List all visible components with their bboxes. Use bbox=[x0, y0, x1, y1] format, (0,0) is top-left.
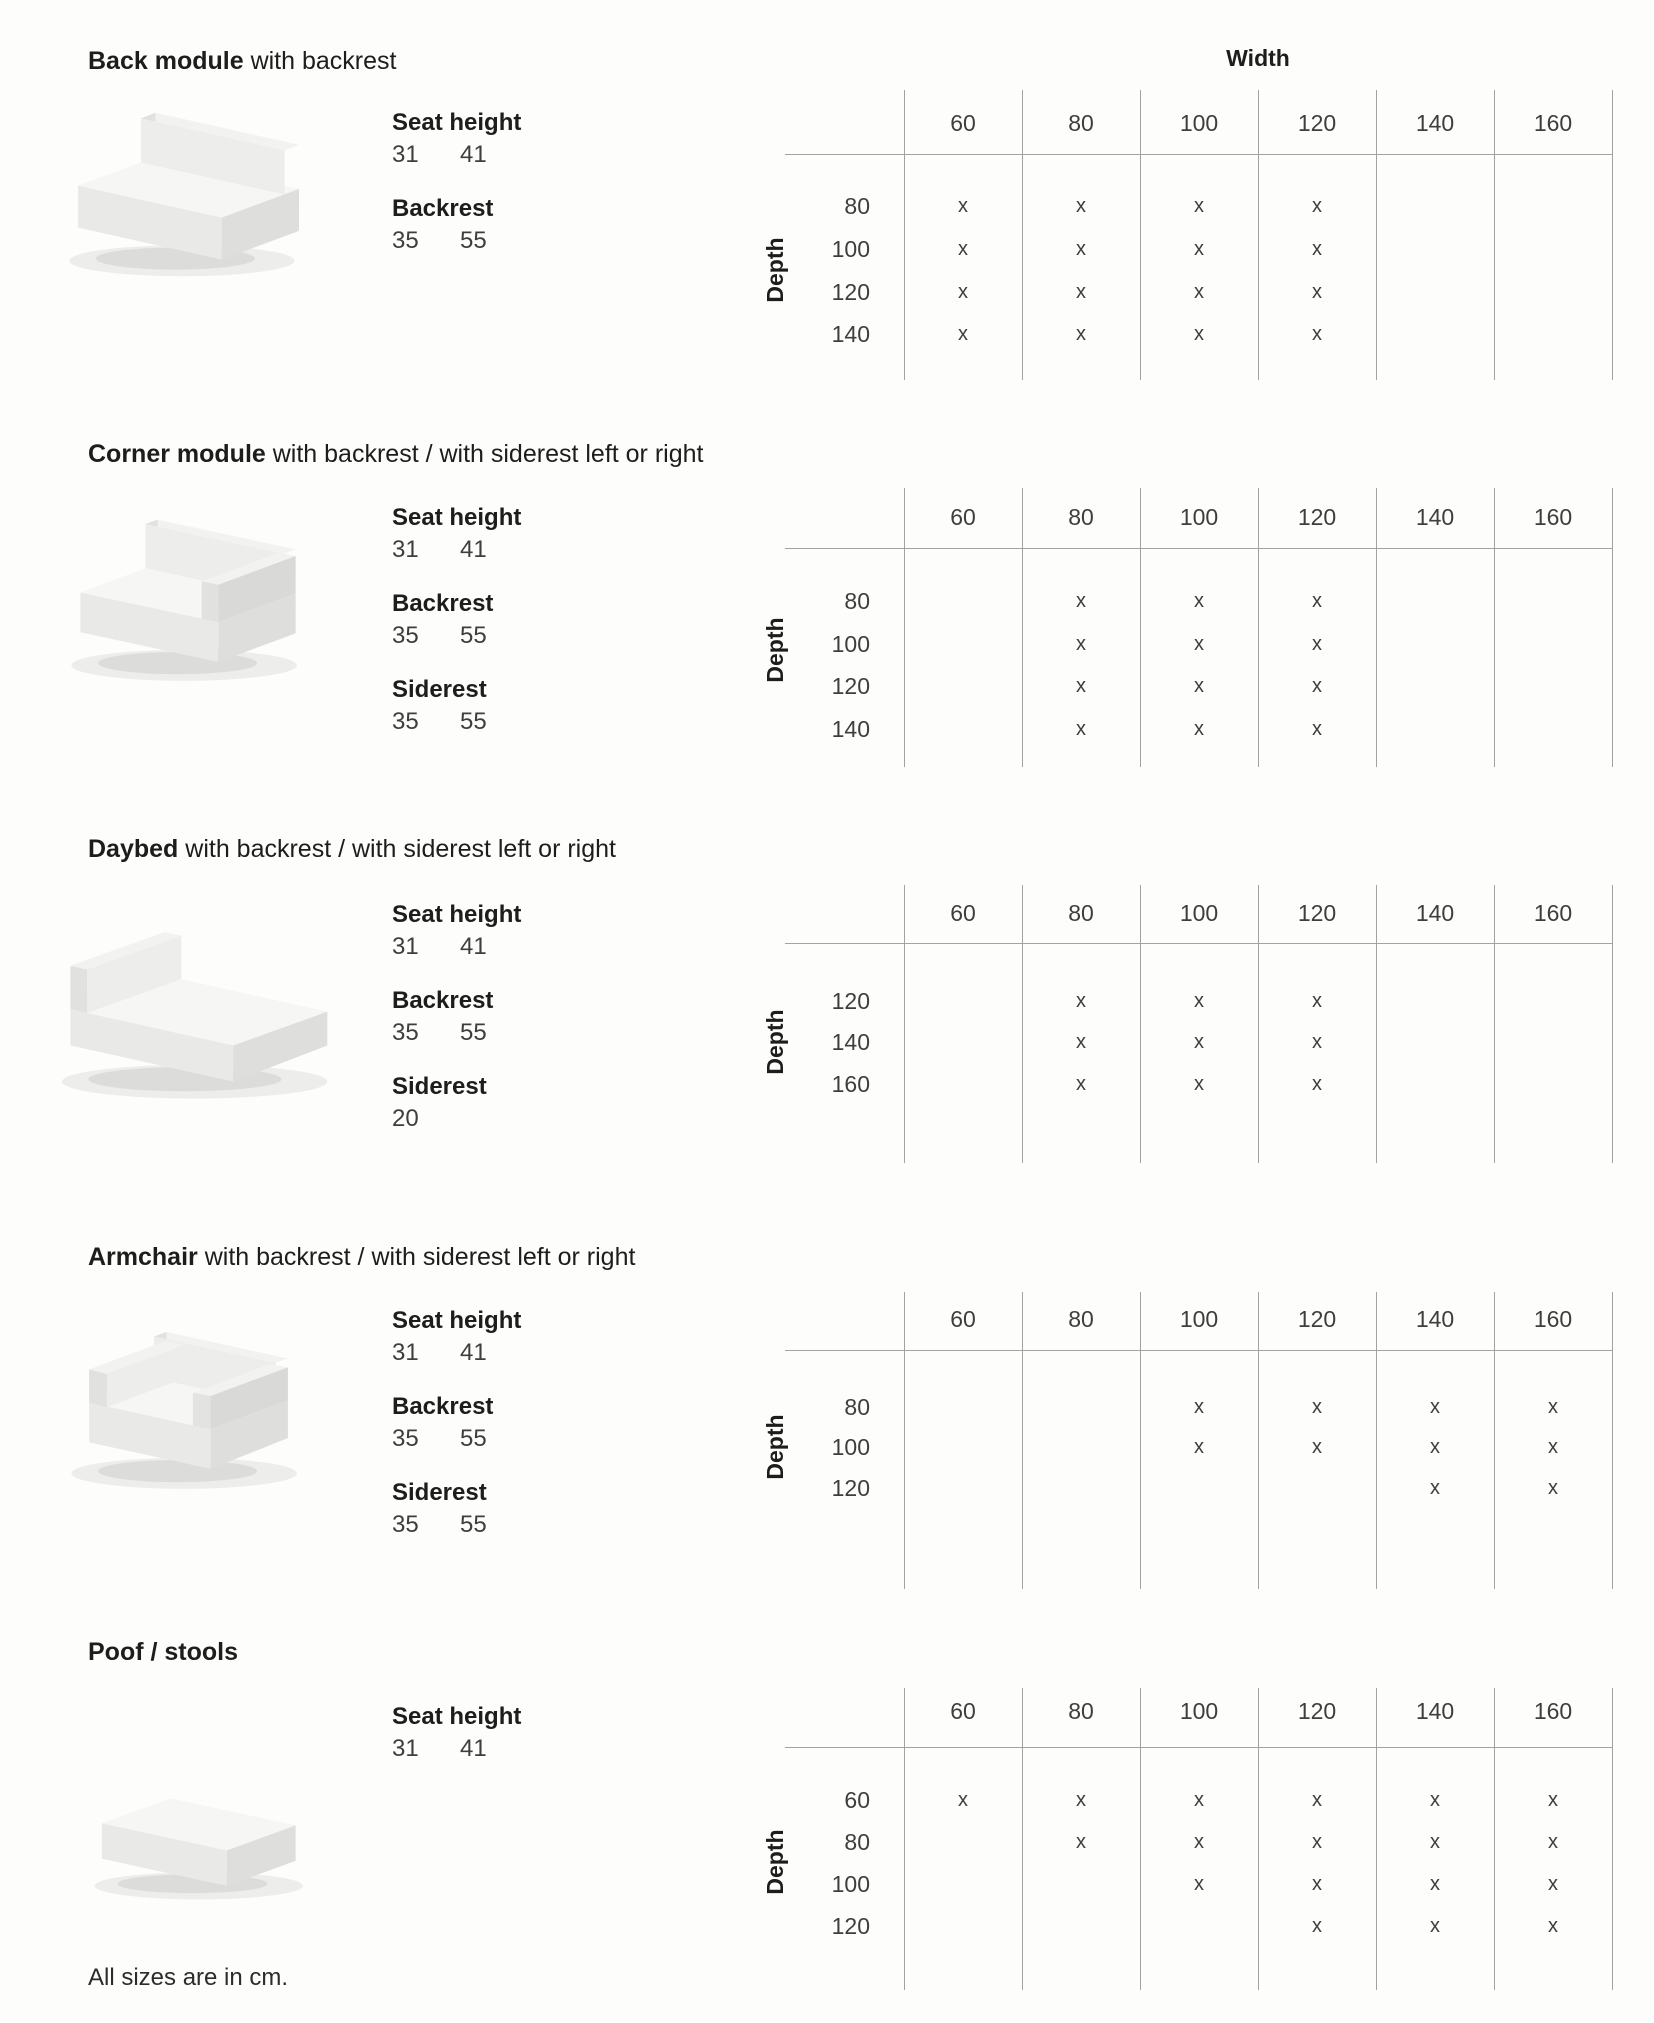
table-row bbox=[904, 1869, 1612, 1899]
table-cell: x bbox=[1194, 1789, 1204, 1811]
table-cell: x bbox=[1194, 1436, 1204, 1458]
column-header: 140 bbox=[1415, 900, 1455, 926]
width-column-headers bbox=[904, 1304, 1612, 1334]
table-row bbox=[904, 629, 1612, 659]
section-title bbox=[88, 45, 396, 77]
width-header: Width bbox=[1226, 45, 1290, 71]
table-cell bbox=[1376, 629, 1494, 659]
table-cell: x bbox=[1312, 718, 1322, 740]
table-cell: x bbox=[1312, 1789, 1322, 1811]
table-cell: x bbox=[1076, 1031, 1086, 1053]
table-cell bbox=[1022, 1911, 1140, 1941]
table-cell: x bbox=[1194, 1073, 1204, 1095]
table-cell: x bbox=[1194, 718, 1204, 740]
spec-value: 41 bbox=[460, 141, 487, 168]
table-row bbox=[904, 234, 1612, 264]
column-header: 60 bbox=[950, 1306, 976, 1332]
table-cell: x bbox=[1548, 1436, 1558, 1458]
table-cell: x bbox=[1312, 1031, 1322, 1053]
column-header: 80 bbox=[1068, 900, 1094, 926]
depth-header: Depth bbox=[762, 617, 788, 683]
spec-value: 31 bbox=[392, 933, 419, 960]
table-cell bbox=[1376, 714, 1494, 744]
depth-row-label: 80 bbox=[844, 1394, 870, 1420]
spec-label: Siderest bbox=[392, 1073, 487, 1100]
column-header: 160 bbox=[1533, 1698, 1573, 1724]
grid-line-vertical bbox=[1612, 1688, 1613, 1990]
table-cell: x bbox=[1430, 1915, 1440, 1937]
table-cell bbox=[1494, 1069, 1612, 1099]
table-cell: x bbox=[1548, 1477, 1558, 1499]
table-cell: x bbox=[1194, 281, 1204, 303]
column-header: 100 bbox=[1179, 504, 1219, 530]
table-cell bbox=[1376, 1069, 1494, 1099]
grid-line-horizontal bbox=[785, 943, 1613, 944]
table-cell: x bbox=[1194, 1831, 1204, 1853]
table-row bbox=[904, 1069, 1612, 1099]
column-header: 60 bbox=[950, 110, 976, 136]
section-title-qualifier: with backrest / with siderest left or right bbox=[204, 1243, 636, 1271]
spec-values bbox=[392, 225, 722, 257]
spec-values bbox=[392, 931, 722, 963]
table-cell: x bbox=[1312, 1396, 1322, 1418]
spec-value: 41 bbox=[460, 1339, 487, 1366]
table-cell: x bbox=[1076, 990, 1086, 1012]
spec-value: 41 bbox=[460, 933, 487, 960]
table-cell bbox=[1376, 234, 1494, 264]
table-row bbox=[904, 1827, 1612, 1857]
column-header: 60 bbox=[950, 1698, 976, 1724]
column-header: 160 bbox=[1533, 1306, 1573, 1332]
table-cell: x bbox=[1194, 323, 1204, 345]
section-armchair bbox=[0, 1238, 1654, 1638]
width-column-headers bbox=[904, 108, 1612, 138]
table-row bbox=[904, 714, 1612, 744]
table-cell bbox=[1376, 1027, 1494, 1057]
spec-values bbox=[392, 620, 722, 652]
spec-values bbox=[392, 1017, 722, 1049]
spec-group bbox=[392, 985, 722, 1049]
table-cell bbox=[1376, 319, 1494, 349]
spec-values bbox=[392, 139, 722, 171]
table-cell: x bbox=[1194, 675, 1204, 697]
grid-line-vertical bbox=[1612, 885, 1613, 1163]
table-cell bbox=[1494, 671, 1612, 701]
column-header: 120 bbox=[1297, 900, 1337, 926]
spec-value: 55 bbox=[460, 1425, 487, 1452]
depth-row-label: 120 bbox=[831, 1475, 870, 1501]
depth-header: Depth bbox=[762, 1009, 788, 1075]
section-title bbox=[88, 1241, 635, 1273]
column-header: 140 bbox=[1415, 110, 1455, 136]
table-cell: x bbox=[1076, 590, 1086, 612]
column-header: 160 bbox=[1533, 110, 1573, 136]
depth-header: Depth bbox=[762, 1414, 788, 1480]
grid-line-horizontal bbox=[785, 548, 1613, 549]
depth-row-label: 120 bbox=[831, 673, 870, 699]
spec-value: 31 bbox=[392, 1735, 419, 1762]
spec-value: 55 bbox=[460, 1019, 487, 1046]
table-cell bbox=[904, 586, 1022, 616]
spec-value: 35 bbox=[392, 1019, 419, 1046]
spec-values bbox=[392, 1733, 722, 1765]
table-cell: x bbox=[1076, 1831, 1086, 1853]
spec-group bbox=[392, 193, 722, 257]
table-cell: x bbox=[1548, 1831, 1558, 1853]
table-cell bbox=[1494, 319, 1612, 349]
spec-block bbox=[392, 1305, 722, 1563]
section-title-text: Corner module bbox=[88, 440, 266, 468]
table-cell: x bbox=[1312, 1436, 1322, 1458]
section-title bbox=[88, 833, 616, 865]
spec-group bbox=[392, 1071, 722, 1135]
section-title-text: Back module bbox=[88, 47, 244, 75]
table-cell: x bbox=[958, 323, 968, 345]
table-cell: x bbox=[1194, 1873, 1204, 1895]
table-cell: x bbox=[1312, 281, 1322, 303]
spec-value: 20 bbox=[392, 1105, 419, 1132]
column-header: 80 bbox=[1068, 504, 1094, 530]
table-row bbox=[904, 1432, 1612, 1462]
table-cell: x bbox=[1312, 323, 1322, 345]
spec-group bbox=[392, 1305, 722, 1369]
spec-value: 35 bbox=[392, 1511, 419, 1538]
table-cell bbox=[904, 986, 1022, 1016]
column-header: 160 bbox=[1533, 504, 1573, 530]
spec-block bbox=[392, 502, 722, 760]
depth-row-label: 100 bbox=[831, 236, 870, 262]
table-cell bbox=[1494, 586, 1612, 616]
depth-row-label: 160 bbox=[831, 1071, 870, 1097]
table-cell bbox=[904, 1432, 1022, 1462]
section-title-text: Daybed bbox=[88, 835, 179, 863]
spec-label: Seat height bbox=[392, 504, 522, 531]
table-cell: x bbox=[1312, 238, 1322, 260]
table-cell: x bbox=[1312, 195, 1322, 217]
table-cell: x bbox=[1076, 195, 1086, 217]
section-title bbox=[88, 438, 703, 470]
spec-values bbox=[392, 1509, 722, 1541]
spec-values bbox=[392, 706, 722, 738]
table-cell: x bbox=[1430, 1436, 1440, 1458]
column-header: 80 bbox=[1068, 1698, 1094, 1724]
table-cell: x bbox=[1430, 1873, 1440, 1895]
spec-label: Seat height bbox=[392, 1307, 522, 1334]
table-cell: x bbox=[1312, 1873, 1322, 1895]
table-cell: x bbox=[1312, 675, 1322, 697]
table-cell bbox=[904, 1473, 1022, 1503]
spec-value: 31 bbox=[392, 1339, 419, 1366]
section-title-qualifier: with backrest / with siderest left or right bbox=[185, 835, 616, 863]
table-cell: x bbox=[1194, 1396, 1204, 1418]
spec-value: 35 bbox=[392, 227, 419, 254]
grid-line-horizontal bbox=[785, 1747, 1613, 1748]
armchair-image bbox=[45, 1323, 310, 1500]
table-cell: x bbox=[958, 238, 968, 260]
table-cell bbox=[1494, 234, 1612, 264]
depth-row-label: 80 bbox=[844, 193, 870, 219]
table-cell: x bbox=[958, 281, 968, 303]
table-cell: x bbox=[1430, 1396, 1440, 1418]
table-row bbox=[904, 986, 1612, 1016]
column-header: 80 bbox=[1068, 110, 1094, 136]
table-cell bbox=[904, 1392, 1022, 1422]
spec-value: 55 bbox=[460, 708, 487, 735]
width-column-headers bbox=[904, 1696, 1612, 1726]
grid-line-horizontal bbox=[785, 154, 1613, 155]
column-header: 100 bbox=[1179, 900, 1219, 926]
column-header: 140 bbox=[1415, 504, 1455, 530]
back-module-image bbox=[45, 106, 310, 283]
table-cell: x bbox=[1312, 1073, 1322, 1095]
depth-row-label: 140 bbox=[831, 321, 870, 347]
column-header: 100 bbox=[1179, 110, 1219, 136]
spec-value: 55 bbox=[460, 1511, 487, 1538]
spec-value: 35 bbox=[392, 1425, 419, 1452]
table-cell: x bbox=[1312, 1831, 1322, 1853]
spec-block bbox=[392, 1701, 722, 1787]
column-header: 60 bbox=[950, 900, 976, 926]
table-cell bbox=[1494, 1027, 1612, 1057]
depth-row-label: 80 bbox=[844, 588, 870, 614]
table-cell bbox=[1022, 1432, 1140, 1462]
table-cell: x bbox=[1312, 633, 1322, 655]
table-cell bbox=[1022, 1473, 1140, 1503]
table-cell bbox=[1494, 277, 1612, 307]
table-row bbox=[904, 1027, 1612, 1057]
spec-label: Backrest bbox=[392, 590, 494, 617]
spec-label: Seat height bbox=[392, 1703, 522, 1730]
table-cell bbox=[1376, 671, 1494, 701]
grid-line-vertical bbox=[1612, 1292, 1613, 1589]
column-header: 120 bbox=[1297, 504, 1337, 530]
table-cell: x bbox=[1312, 990, 1322, 1012]
spec-label: Siderest bbox=[392, 676, 487, 703]
depth-row-label: 120 bbox=[831, 988, 870, 1014]
table-cell: x bbox=[1430, 1789, 1440, 1811]
spec-value: 31 bbox=[392, 536, 419, 563]
table-cell: x bbox=[1548, 1915, 1558, 1937]
width-column-headers bbox=[904, 502, 1612, 532]
table-cell: x bbox=[1430, 1477, 1440, 1499]
table-cell: x bbox=[1548, 1396, 1558, 1418]
table-cell: x bbox=[1076, 633, 1086, 655]
table-cell bbox=[1376, 986, 1494, 1016]
spec-group bbox=[392, 588, 722, 652]
table-cell: x bbox=[1076, 675, 1086, 697]
table-cell: x bbox=[1076, 718, 1086, 740]
section-title bbox=[88, 1636, 238, 1668]
spec-value: 55 bbox=[460, 622, 487, 649]
table-cell bbox=[904, 1869, 1022, 1899]
depth-row-label: 80 bbox=[844, 1829, 870, 1855]
poof-image bbox=[55, 1744, 305, 1911]
depth-row-label: 120 bbox=[831, 1913, 870, 1939]
table-cell: x bbox=[1194, 195, 1204, 217]
spec-value: 35 bbox=[392, 708, 419, 735]
table-cell: x bbox=[1548, 1789, 1558, 1811]
spec-group bbox=[392, 674, 722, 738]
spec-label: Backrest bbox=[392, 1393, 494, 1420]
table-cell bbox=[904, 1027, 1022, 1057]
spec-group bbox=[392, 107, 722, 171]
table-row bbox=[904, 277, 1612, 307]
section-title-text: Poof / stools bbox=[88, 1638, 238, 1666]
width-column-headers bbox=[904, 898, 1612, 928]
table-cell: x bbox=[1076, 1789, 1086, 1811]
spec-value: 55 bbox=[460, 227, 487, 254]
section-title-text: Armchair bbox=[88, 1243, 198, 1271]
table-cell: x bbox=[1076, 1073, 1086, 1095]
spec-label: Backrest bbox=[392, 987, 494, 1014]
depth-header: Depth bbox=[762, 237, 788, 303]
corner-module-image bbox=[45, 515, 310, 692]
footer-note: All sizes are in cm. bbox=[88, 1964, 289, 1991]
table-cell bbox=[1494, 986, 1612, 1016]
column-header: 140 bbox=[1415, 1306, 1455, 1332]
section-back-module bbox=[0, 30, 1654, 430]
table-cell: x bbox=[1194, 633, 1204, 655]
table-cell bbox=[1494, 629, 1612, 659]
depth-row-label: 120 bbox=[831, 279, 870, 305]
table-cell: x bbox=[1548, 1873, 1558, 1895]
grid-line-horizontal bbox=[785, 1350, 1613, 1351]
table-cell bbox=[1494, 714, 1612, 744]
table-cell bbox=[1022, 1869, 1140, 1899]
table-cell bbox=[904, 1911, 1022, 1941]
table-cell: x bbox=[1312, 590, 1322, 612]
spec-value: 31 bbox=[392, 141, 419, 168]
spec-label: Backrest bbox=[392, 195, 494, 222]
spec-value: 41 bbox=[460, 536, 487, 563]
spec-values bbox=[392, 1423, 722, 1455]
spec-value: 41 bbox=[460, 1735, 487, 1762]
spec-value: 35 bbox=[392, 622, 419, 649]
table-cell: x bbox=[1076, 323, 1086, 345]
spec-group bbox=[392, 899, 722, 963]
spec-group bbox=[392, 1701, 722, 1765]
table-cell: x bbox=[958, 195, 968, 217]
table-cell: x bbox=[958, 1789, 968, 1811]
table-row bbox=[904, 319, 1612, 349]
table-cell: x bbox=[1076, 281, 1086, 303]
table-cell: x bbox=[1194, 590, 1204, 612]
depth-row-label: 140 bbox=[831, 1029, 870, 1055]
column-header: 120 bbox=[1297, 110, 1337, 136]
table-row bbox=[904, 1911, 1612, 1941]
section-title-qualifier: with backrest bbox=[250, 47, 397, 75]
daybed-image bbox=[40, 920, 330, 1113]
depth-header: Depth bbox=[762, 1829, 788, 1895]
depth-row-label: 100 bbox=[831, 1434, 870, 1460]
grid-line-vertical bbox=[1612, 488, 1613, 767]
table-cell: x bbox=[1194, 238, 1204, 260]
spec-group bbox=[392, 1391, 722, 1455]
table-row bbox=[904, 586, 1612, 616]
depth-row-label: 100 bbox=[831, 631, 870, 657]
depth-row-label: 60 bbox=[844, 1787, 870, 1813]
spec-values bbox=[392, 1337, 722, 1369]
column-header: 100 bbox=[1179, 1698, 1219, 1724]
table-cell bbox=[1376, 191, 1494, 221]
table-row bbox=[904, 191, 1612, 221]
table-cell bbox=[1022, 1392, 1140, 1422]
section-title-qualifier: with backrest / with siderest left or right bbox=[272, 440, 704, 468]
table-row bbox=[904, 1473, 1612, 1503]
table-cell: x bbox=[1430, 1831, 1440, 1853]
column-header: 120 bbox=[1297, 1306, 1337, 1332]
grid-line-vertical bbox=[1612, 90, 1613, 380]
spec-values bbox=[392, 534, 722, 566]
depth-row-label: 100 bbox=[831, 1871, 870, 1897]
table-cell bbox=[1258, 1473, 1376, 1503]
table-cell bbox=[904, 714, 1022, 744]
spec-label: Siderest bbox=[392, 1479, 487, 1506]
spec-block bbox=[392, 107, 722, 279]
column-header: 120 bbox=[1297, 1698, 1337, 1724]
column-header: 140 bbox=[1415, 1698, 1455, 1724]
column-header: 160 bbox=[1533, 900, 1573, 926]
spec-group bbox=[392, 502, 722, 566]
section-daybed bbox=[0, 832, 1654, 1232]
table-cell bbox=[904, 1069, 1022, 1099]
table-row bbox=[904, 1785, 1612, 1815]
table-cell bbox=[1376, 586, 1494, 616]
spec-group bbox=[392, 1477, 722, 1541]
table-cell bbox=[1376, 277, 1494, 307]
column-header: 60 bbox=[950, 504, 976, 530]
spec-block bbox=[392, 899, 722, 1157]
table-cell bbox=[1494, 191, 1612, 221]
column-header: 80 bbox=[1068, 1306, 1094, 1332]
table-row bbox=[904, 671, 1612, 701]
table-cell bbox=[904, 671, 1022, 701]
table-cell: x bbox=[1076, 238, 1086, 260]
table-cell: x bbox=[1194, 990, 1204, 1012]
table-cell bbox=[904, 1827, 1022, 1857]
table-cell: x bbox=[1194, 1031, 1204, 1053]
spec-label: Seat height bbox=[392, 901, 522, 928]
table-cell bbox=[904, 629, 1022, 659]
column-header: 100 bbox=[1179, 1306, 1219, 1332]
table-cell bbox=[1140, 1911, 1258, 1941]
depth-row-label: 140 bbox=[831, 716, 870, 742]
table-cell: x bbox=[1312, 1915, 1322, 1937]
spec-label: Seat height bbox=[392, 109, 522, 136]
table-row bbox=[904, 1392, 1612, 1422]
section-corner-module bbox=[0, 435, 1654, 835]
spec-values bbox=[392, 1103, 722, 1135]
table-cell bbox=[1140, 1473, 1258, 1503]
